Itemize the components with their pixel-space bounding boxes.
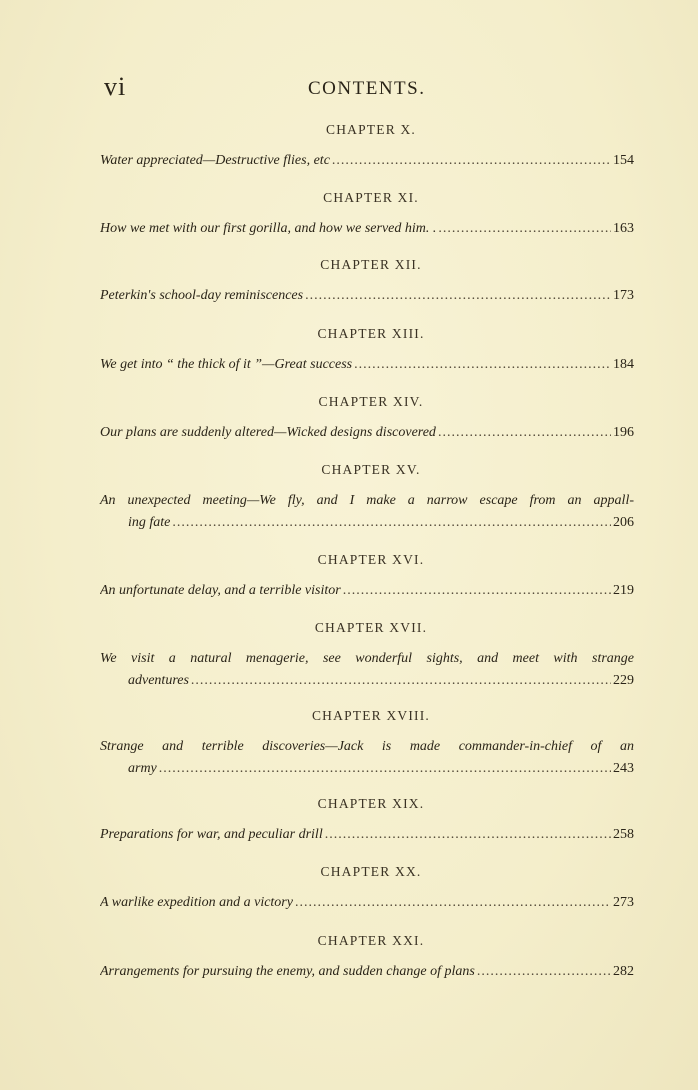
entry-title: Water appreciated—Destructive flies, etc — [100, 153, 330, 168]
dot-leader — [325, 824, 611, 846]
toc-chapter-xi — [100, 190, 634, 240]
chapter-heading: CHAPTER XI. — [323, 190, 419, 205]
entry-title: Arrangements for pursuing the enemy, and sudden change of plans — [100, 964, 475, 979]
toc-chapter-xvii — [100, 620, 634, 692]
dot-leader — [332, 150, 611, 172]
dot-leader — [305, 285, 611, 307]
entry-title-line-1: Strange and terrible discoveries—Jack is made commander-in-chief of an — [100, 739, 634, 754]
entry-title: How we met with our first gorilla, and how we served him. . — [100, 221, 437, 236]
entry-page: 163 — [613, 221, 634, 236]
toc-chapter-xv — [100, 462, 634, 534]
toc-chapter-xviii — [100, 708, 634, 780]
entry-title-line-1: An unexpected meeting—We fly, and I make a narrow escape from an appall- — [100, 493, 634, 508]
chapter-heading: CHAPTER X. — [325, 122, 416, 137]
dot-leader — [172, 512, 611, 534]
chapter-heading: CHAPTER XIII. — [317, 326, 425, 341]
dot-leader — [295, 892, 611, 914]
page-header — [104, 72, 634, 106]
dot-leader — [159, 758, 611, 780]
entry-page: 154 — [613, 153, 634, 168]
toc-entry[interactable] — [100, 150, 634, 172]
entry-page: 219 — [613, 583, 634, 598]
entry-page: 273 — [613, 895, 634, 910]
entry-page: 173 — [613, 288, 634, 303]
entry-title-line-2: adventures — [128, 673, 189, 688]
entry-title-line-1: We visit a natural menagerie, see wonderful sights, and meet with strange — [100, 651, 634, 666]
toc-chapter-xiv — [100, 394, 634, 444]
toc-chapter-xii — [100, 257, 634, 307]
toc-chapter-xix — [100, 796, 634, 846]
entry-title-line-2: army — [128, 761, 157, 776]
dot-leader — [477, 961, 611, 983]
chapter-heading: CHAPTER XX. — [320, 864, 422, 879]
toc-entry[interactable] — [100, 354, 634, 376]
chapter-heading: CHAPTER XV. — [321, 462, 421, 477]
entry-title: We get into “ the thick of it ”—Great success — [100, 357, 353, 372]
toc-chapter-xiii — [100, 326, 634, 376]
toc-entry[interactable] — [100, 580, 634, 602]
toc-entry[interactable] — [100, 285, 634, 307]
chapter-heading: CHAPTER XVIII. — [311, 708, 431, 723]
entry-title: Our plans are suddenly altered—Wicked designs discovered — [100, 425, 436, 440]
chapter-heading: CHAPTER XVI. — [317, 552, 425, 567]
toc-entry[interactable] — [100, 736, 634, 780]
toc-chapter-xx — [100, 864, 634, 914]
entry-page: 184 — [613, 357, 634, 372]
toc-chapter-x — [100, 122, 634, 172]
toc-chapter-xxi — [100, 933, 634, 983]
toc-chapter-xvi — [100, 552, 634, 602]
entry-page: 258 — [613, 827, 634, 842]
dot-leader — [343, 580, 611, 602]
entry-title: An unfortunate delay, and a terrible visitor — [100, 583, 341, 598]
entry-page: 229 — [613, 673, 634, 688]
entry-page: 196 — [613, 425, 634, 440]
toc-entry[interactable] — [100, 218, 634, 240]
entry-title: Preparations for war, and peculiar drill — [100, 827, 323, 842]
chapter-heading: CHAPTER XIX. — [317, 796, 425, 811]
toc-entry[interactable] — [100, 824, 634, 846]
entry-title: A warlike expedition and a victory — [100, 895, 293, 910]
chapter-heading: CHAPTER XII. — [320, 257, 422, 272]
entry-page: 206 — [613, 515, 634, 530]
entry-page: 282 — [613, 964, 634, 979]
toc-entry[interactable] — [100, 648, 634, 692]
running-title: CONTENTS. — [308, 78, 426, 99]
entry-page: 243 — [613, 761, 634, 776]
entry-title-line-2: ing fate — [128, 515, 171, 530]
chapter-heading: CHAPTER XXI. — [317, 933, 425, 948]
page-number: vi — [104, 72, 127, 101]
dot-leader — [191, 670, 611, 692]
chapter-heading: CHAPTER XIV. — [318, 394, 424, 409]
entry-title: Peterkin's school-day reminiscences — [100, 288, 304, 303]
dot-leader — [438, 422, 611, 444]
dot-leader — [354, 354, 611, 376]
toc-entry[interactable] — [100, 490, 634, 534]
toc-entry[interactable] — [100, 961, 634, 983]
chapter-heading: CHAPTER XVII. — [314, 620, 428, 635]
toc-entry[interactable] — [100, 892, 634, 914]
dot-leader — [438, 218, 611, 240]
toc-entry[interactable] — [100, 422, 634, 444]
